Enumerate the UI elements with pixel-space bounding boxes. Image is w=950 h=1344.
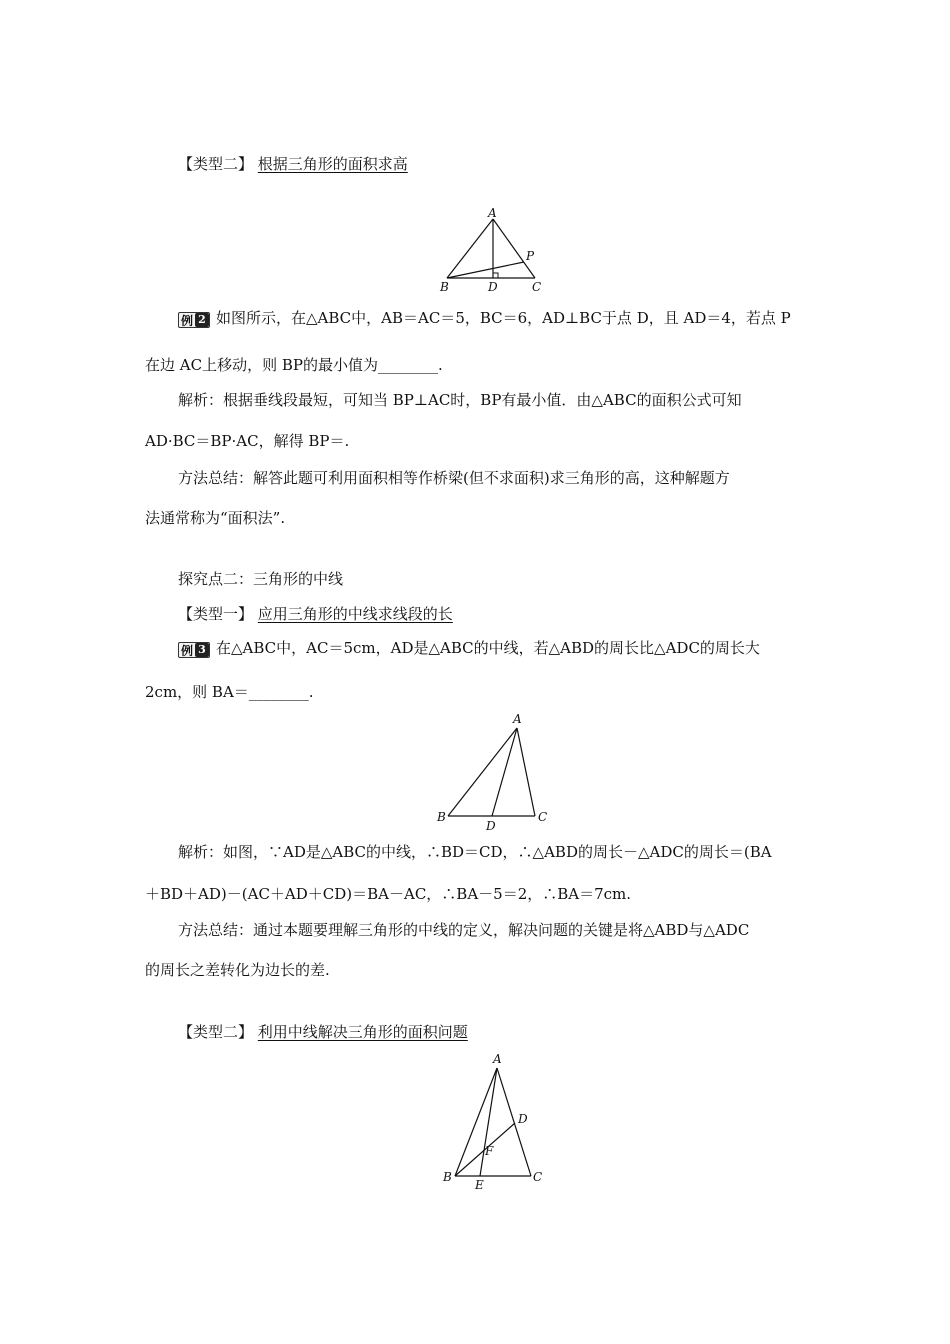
analysis-2-line2: ＋BD＋AD)－(AC＋AD＋CD)＝BA－AC，∴BA－5＝2，∴BA＝7cm. [145,885,632,903]
example-2-line2: 在边 AC上移动，则 BP的最小值为________. [145,356,443,374]
heading-tag: 【类型二】 [178,155,254,173]
label-D: D [486,819,496,833]
analysis-1-line2: AD·BC＝BP·AC，解得 BP＝. [145,432,350,450]
heading-tag: 【类型二】 [178,1023,254,1041]
summary-1-line2: 法通常称为“面积法”. [145,509,286,527]
example-3-line2: 2cm，则 BA＝________. [145,683,314,701]
example-3-line1 [178,638,760,658]
heading-tag: 【类型一】 [178,605,254,623]
section2-title: 探究点二：三角形的中线 [178,570,344,588]
figure-2 [430,708,555,836]
label-F: F [485,1144,494,1158]
summary-2-line1: 方法总结：通过本题要理解三角形的中线的定义，解决问题的关键是将△ABD与△ADC [178,921,750,939]
label-C: C [532,280,542,294]
analysis-2-line1: 解析：如图，∵AD是△ABC的中线，∴BD＝CD，∴△ABD的周长－△ADC的周长＝(BA [178,843,772,861]
section3-heading [178,1022,468,1042]
label-D: D [518,1112,528,1126]
example-badge: 例 2 [178,312,210,328]
label-A: A [488,206,497,220]
label-C: C [538,810,548,824]
label-C: C [533,1170,543,1184]
problem-text: 在△ABC中，AC＝5cm，AD是△ABC的中线，若△ABD的周长比△ADC的周长大 [216,639,760,657]
heading-text: 利用中线解决三角形的面积问题 [257,1023,468,1041]
summary-2-line2: 的周长之差转化为边长的差. [145,961,330,979]
example-badge: 例 3 [178,642,210,658]
heading-text: 应用三角形的中线求线段的长 [257,605,453,623]
problem-text: 如图所示，在△ABC中，AB＝AC＝5，BC＝6，AD⊥BC于点 D，且 AD＝4，若点 P [216,309,791,327]
label-A: A [513,712,522,726]
label-P: P [526,249,535,263]
heading-text: 根据三角形的面积求高 [257,155,408,173]
section2-heading [178,604,453,624]
label-D: D [488,280,498,294]
example-2-line1 [178,308,791,328]
label-B: B [443,1170,452,1184]
label-E: E [475,1178,484,1192]
figure-3 [435,1048,550,1193]
label-A: A [493,1052,502,1066]
section1-heading [178,154,408,174]
analysis-1-line1: 解析：根据垂线段最短，可知当 BP⊥AC时，BP有最小值．由△ABC的面积公式可知 [178,391,742,409]
label-B: B [437,810,446,824]
figure-1 [430,205,550,295]
label-B: B [440,280,449,294]
summary-1-line1: 方法总结：解答此题可利用面积相等作桥梁(但不求面积)求三角形的高，这种解题方 [178,469,730,487]
